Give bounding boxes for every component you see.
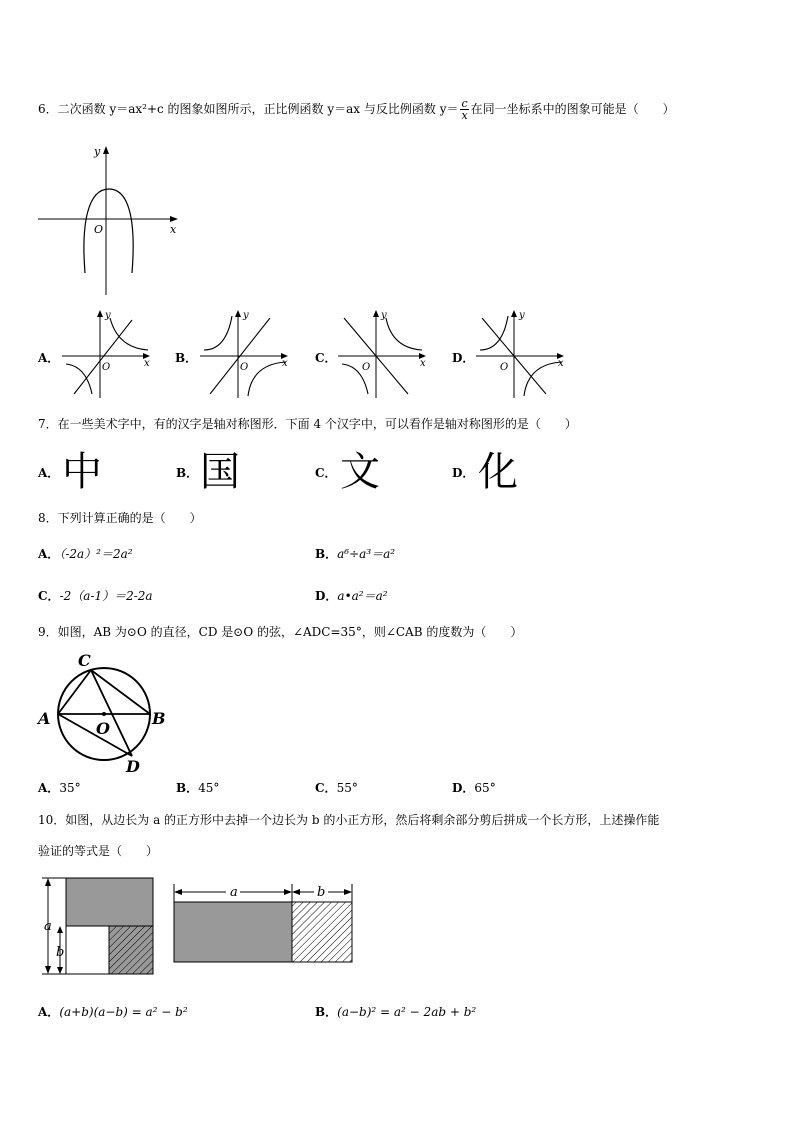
q7-option-a-char: 中: [62, 449, 102, 495]
q6-option-a-label: A．: [38, 351, 60, 365]
q10-small-square-white: [66, 926, 109, 974]
q9-option-d: D．65°: [452, 781, 496, 795]
q9-option-c: C．55°: [315, 781, 358, 795]
q6-x-label: x: [170, 223, 177, 236]
q6-frac-den: x: [461, 109, 468, 122]
svg-text:y: y: [381, 310, 387, 321]
svg-text:O: O: [102, 362, 111, 373]
svg-text:O: O: [500, 362, 509, 373]
q10-label-a-left: a: [44, 919, 52, 934]
q6-parabola-figure: [36, 143, 186, 298]
q9-label-d: D: [126, 757, 140, 774]
q9-label-a: A: [38, 709, 51, 728]
q6-option-d-graph: [474, 308, 569, 400]
q7-stem: 7．在一些美术字中，有的汉字是轴对称图形．下面 4 个汉字中，可以看作是轴对称图形的是（ ）: [38, 417, 577, 431]
q10-option-a: A．(a+b)(a−b) = a² − b²: [38, 1005, 188, 1019]
q9-center-dot: [102, 712, 106, 716]
q8-option-c: C．-2（a-1）＝2-2a: [38, 589, 153, 603]
q7-option-b-label: B．: [176, 466, 199, 480]
q6-option-a-graph: [60, 308, 155, 400]
svg-text:y: y: [519, 310, 525, 321]
q8-option-b: B．a⁶÷a³＝a²: [315, 547, 396, 561]
svg-text:O: O: [240, 362, 249, 373]
q6-x-arrow: [170, 216, 178, 222]
q10-label-b-top: b: [317, 885, 326, 900]
q6-stem-suffix: 在同一坐标系中的图象可能是（ ）: [470, 102, 675, 116]
q6-y-arrow: [103, 146, 109, 154]
q6-origin-label: O: [94, 223, 104, 236]
q10-option-b: B．(a−b)² = a² − 2ab + b²: [315, 1005, 477, 1019]
q9-label-b: B: [152, 709, 166, 728]
q6-option-c-graph: [336, 308, 431, 400]
q10-stem-line2: 验证的等式是（ ）: [38, 844, 159, 858]
q10-rect-hatched: [292, 902, 352, 962]
svg-text:x: x: [282, 358, 288, 369]
svg-text:y: y: [105, 310, 111, 321]
q7-option-c-char: 文: [340, 449, 380, 495]
q10-small-square-hatched: [109, 926, 153, 974]
svg-text:x: x: [144, 358, 150, 369]
q9-segment-ad: [58, 714, 132, 756]
q10-label-b-left: b: [56, 945, 65, 960]
q9-stem: 9．如图，AB 为⊙O 的直径，CD 是⊙O 的弦，∠ADC=35°，则∠CAB 的度数为（ ）: [38, 625, 523, 639]
q6-frac-num: c: [461, 97, 468, 110]
q6-stem: [38, 98, 675, 121]
q6-stem-prefix: 6．二次函数 y＝ax²+c 的图象如图所示，正比例函数 y＝ax 与反比例函数 y＝: [38, 102, 459, 116]
q6-parabola-curve: [84, 189, 133, 273]
q7-option-d-char: 化: [478, 449, 518, 495]
q6-option-c-label: C．: [315, 351, 337, 365]
q6-fraction: [460, 98, 468, 121]
svg-text:y: y: [243, 310, 249, 321]
q9-segment-cb: [91, 670, 150, 714]
q9-option-a: A．35°: [38, 781, 81, 795]
q7-option-d-label: D．: [452, 466, 475, 480]
q9-option-b: B．45°: [176, 781, 220, 795]
q7-option-a-label: A．: [38, 466, 60, 480]
q6-y-label: y: [94, 145, 101, 158]
svg-text:x: x: [558, 358, 564, 369]
q9-chord-cd: [91, 670, 132, 756]
q10-figure: [38, 870, 363, 980]
q6-option-d-label: D．: [452, 351, 475, 365]
q9-circle-figure: [36, 652, 168, 774]
q8-option-d: D．a•a²＝a²: [315, 589, 388, 603]
svg-text:x: x: [420, 358, 426, 369]
q10-rect-gray: [174, 902, 292, 962]
svg-text:O: O: [362, 362, 371, 373]
q7-option-c-label: C．: [315, 466, 337, 480]
q8-stem: 8．下列计算正确的是（ ）: [38, 511, 202, 525]
q10-label-a-top: a: [230, 885, 238, 900]
q10-stem-line1: 10．如图，从边长为 a 的正方形中去掉一个边长为 b 的小正方形，然后将剩余部分剪后拼成一个长方形，上述操作能: [38, 813, 660, 827]
q6-option-b-graph: [198, 308, 293, 400]
q9-label-o: O: [96, 719, 110, 738]
q9-label-c: C: [78, 652, 91, 670]
q6-option-b-label: B．: [175, 351, 198, 365]
q7-option-b-char: 国: [200, 449, 240, 495]
q8-option-a: A．（-2a）²＝2a²: [38, 547, 133, 561]
